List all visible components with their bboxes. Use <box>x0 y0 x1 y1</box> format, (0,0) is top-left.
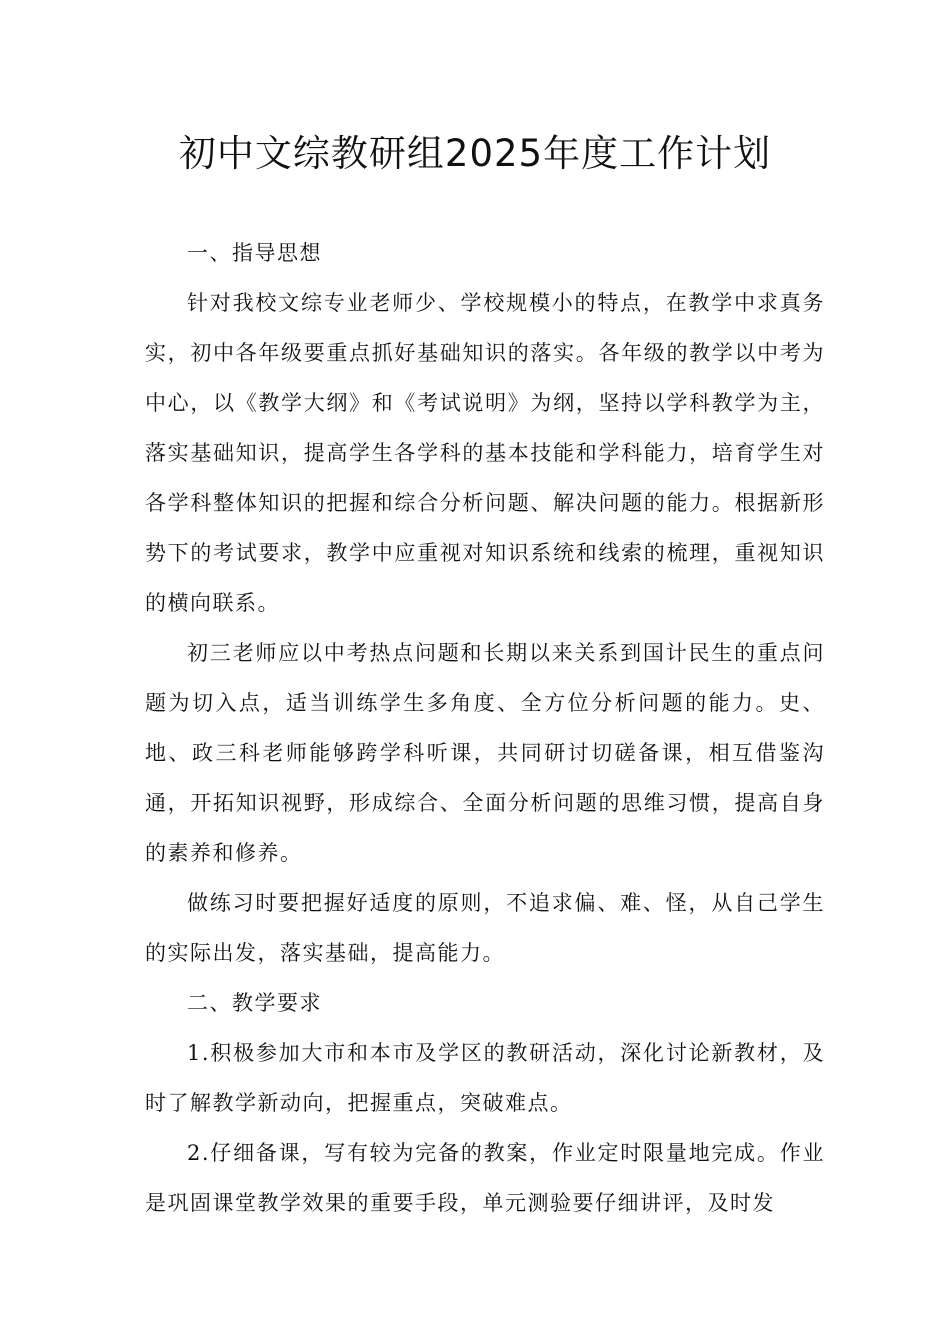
section-heading-guiding-ideology: 一、指导思想 <box>187 241 322 265</box>
paragraph: 做练习时要把握好适度的原则，不追求偏、难、怪，从自己学生的实际出发，落实基础，提高能力。 <box>145 891 825 965</box>
document-body <box>145 228 825 1228</box>
paragraph: 1.积极参加大市和本市及学区的教研活动，深化讨论新教材，及时了解教学新动向，把握重点，突破难点。 <box>145 1041 825 1115</box>
document-title: 初中文综教研组2025年度工作计划 <box>178 132 772 175</box>
paragraph: 初三老师应以中考热点问题和长期以来关系到国计民生的重点问题为切入点，适当训练学生多角度、全方位分析问题的能力。史、地、政三科老师能够跨学科听课，共同研讨切磋备课，相互借鉴沟通，开拓知识视野，形成综合、全面分析问题的思维习惯，提高自身的素养和修养。 <box>145 641 825 865</box>
paragraph: 针对我校文综专业老师少、学校规模小的特点，在教学中求真务实，初中各年级要重点抓好基础知识的落实。各年级的教学以中考为中心，以《教学大纲》和《考试说明》为纲，坚持以学科教学为主，落实基础知识，提高学生各学科的基本技能和学科能力，培育学生对各学科整体知识的把握和综合分析问题、解决问题的能力。根据新形势下的考试要求，教学中应重视对知识系统和线索的梳理，重视知识的横向联系。 <box>145 291 825 615</box>
paragraph: 2.仔细备课，写有较为完备的教案，作业定时限量地完成。作业是巩固课堂教学效果的重要手段，单元测验要仔细讲评，及时发 <box>145 1141 825 1215</box>
section-heading-teaching-requirements: 二、教学要求 <box>187 991 322 1015</box>
